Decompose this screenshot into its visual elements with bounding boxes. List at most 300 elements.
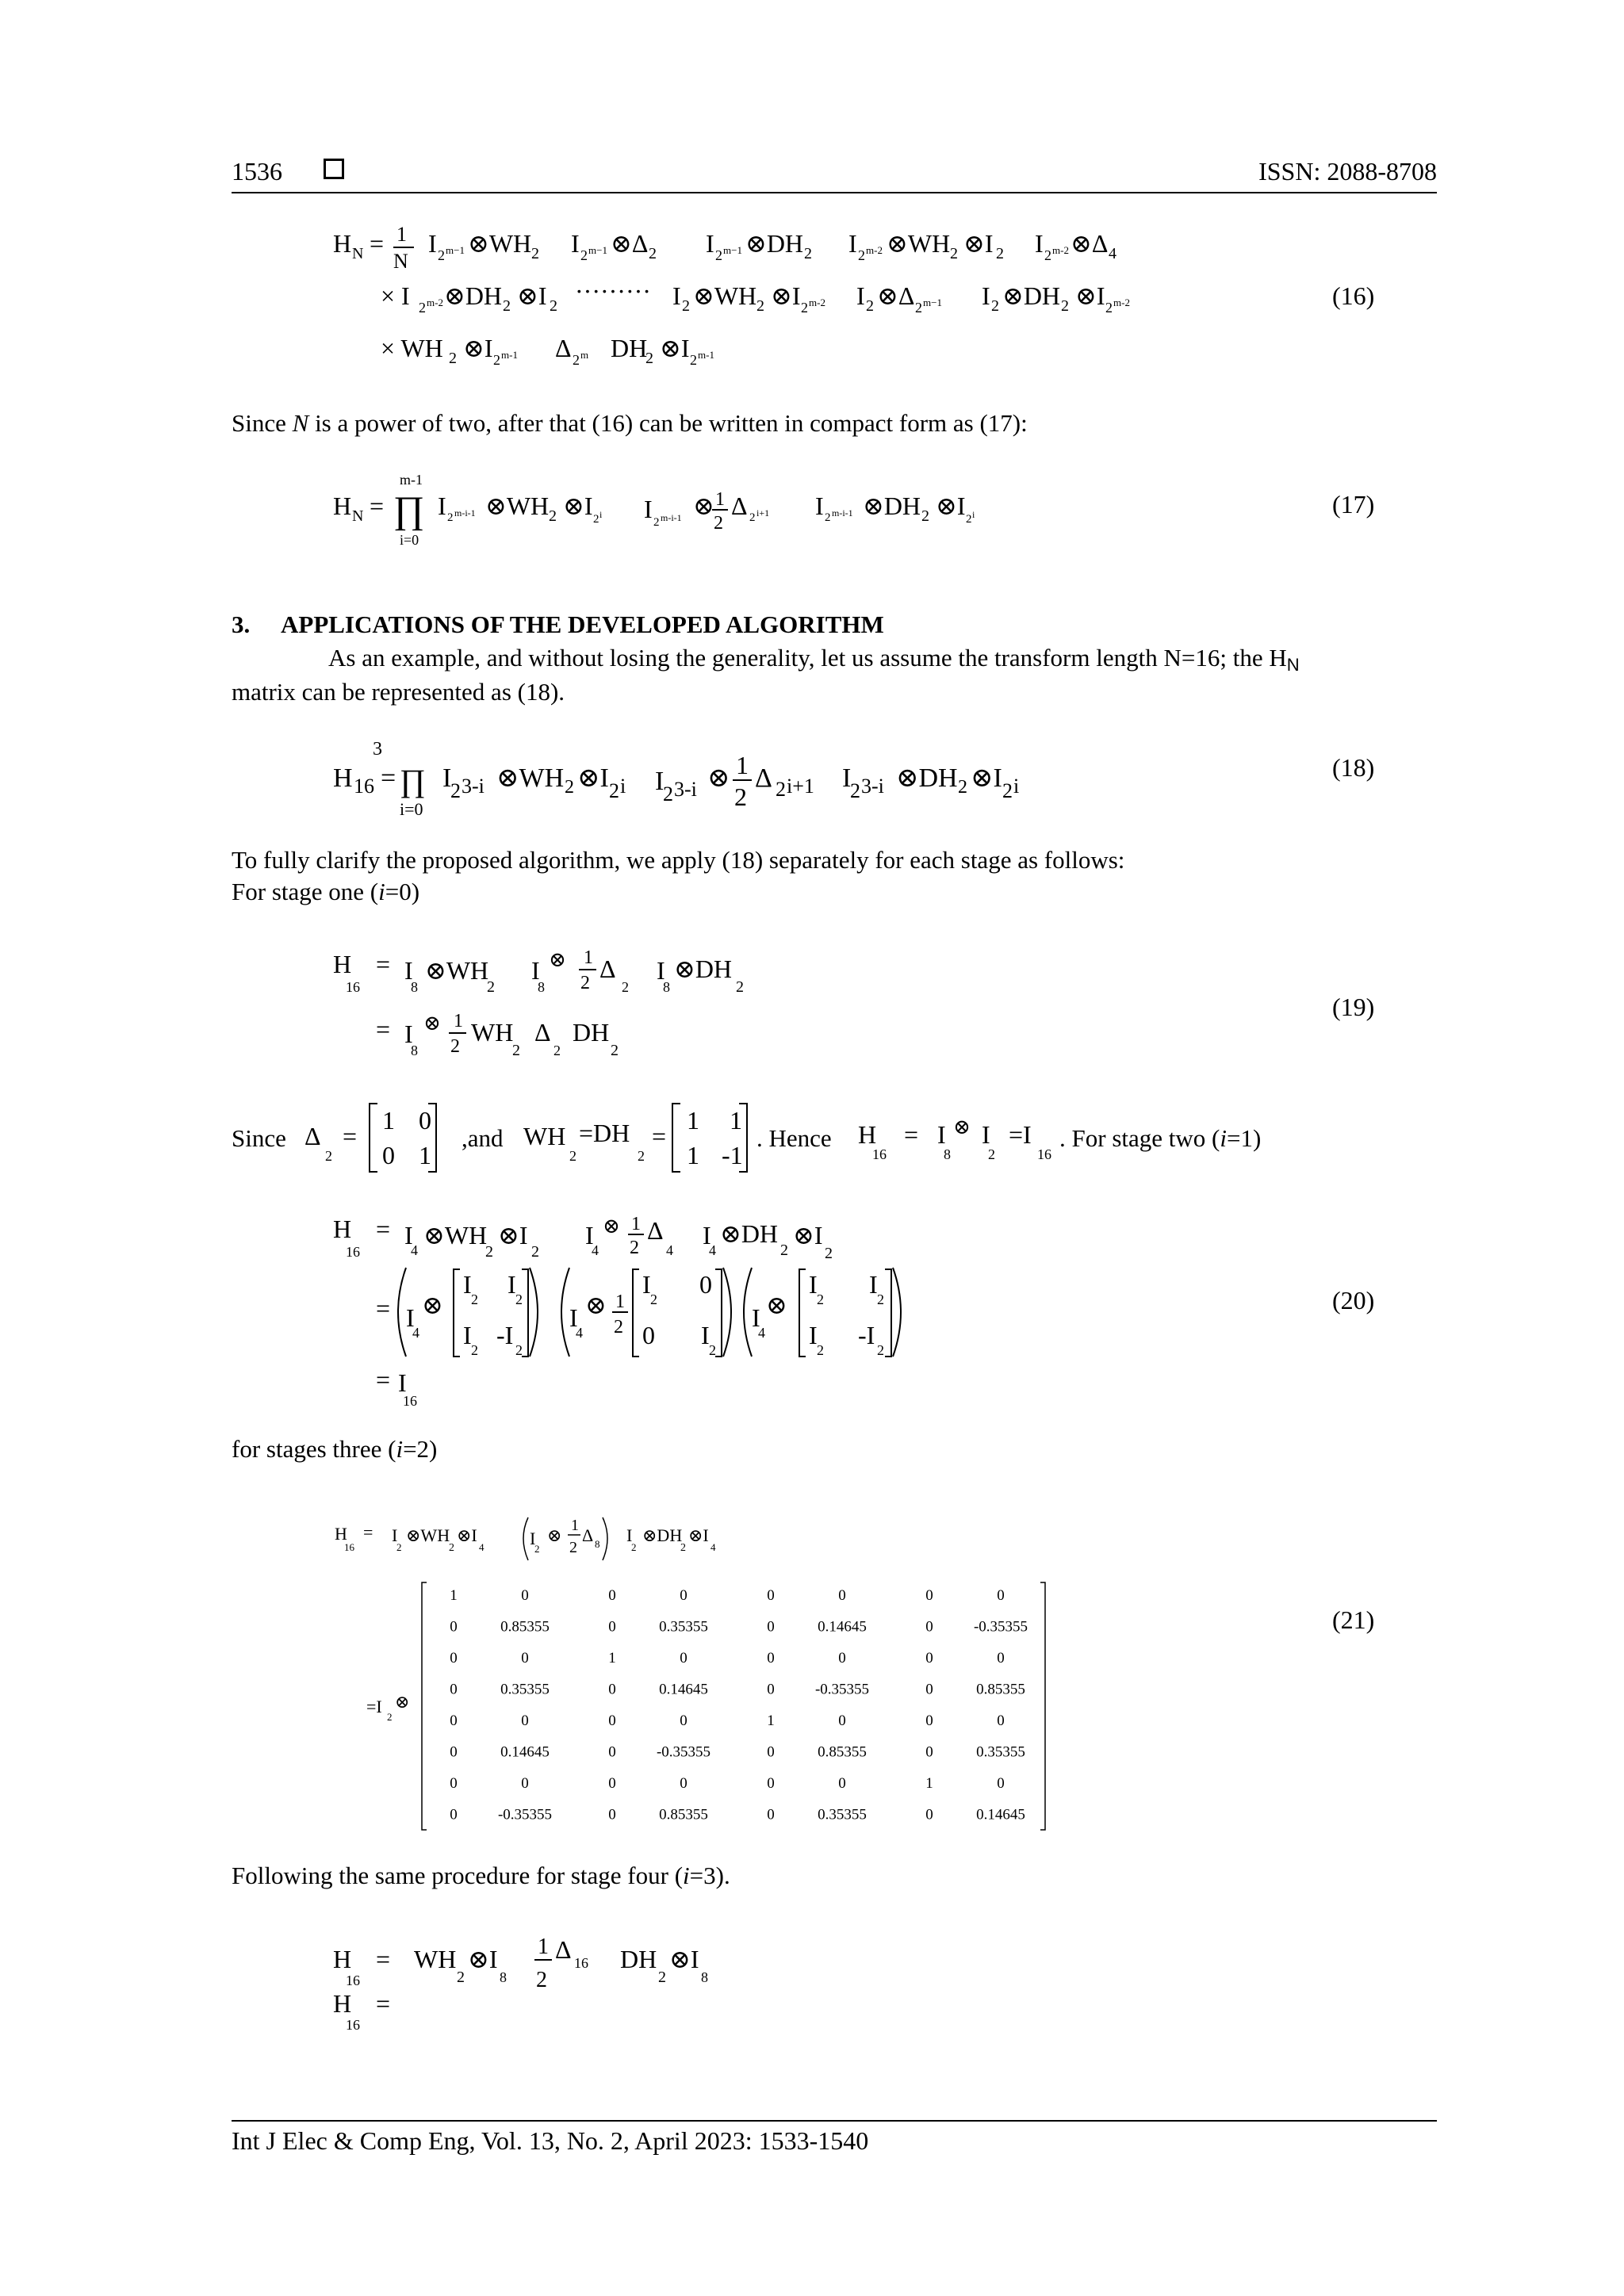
matrix-cell: 0 (838, 1587, 846, 1604)
svg-text:1: 1 (538, 1934, 549, 1959)
svg-text:H: H (333, 229, 352, 258)
matrix-cell: -0.35355 (656, 1743, 711, 1761)
svg-text:⊗: ⊗ (549, 948, 566, 971)
svg-text:⊗: ⊗ (953, 1115, 971, 1138)
svg-text:2: 2 (419, 300, 426, 316)
svg-text:2: 2 (449, 1542, 454, 1554)
svg-text:2: 2 (450, 1036, 460, 1057)
equation-number-19: (19) (1332, 993, 1375, 1021)
svg-text:I: I (848, 229, 857, 258)
svg-text:⊗I: ⊗I (771, 281, 801, 310)
svg-text:4: 4 (1109, 245, 1116, 262)
svg-text:=: = (343, 1122, 358, 1150)
svg-text:16: 16 (346, 1973, 360, 1988)
svg-text:⊗I: ⊗I (971, 763, 1002, 793)
svg-text:⊗: ⊗ (585, 1291, 607, 1319)
svg-text:m-2: m-2 (427, 297, 443, 308)
matrix-cell: 0 (608, 1775, 616, 1792)
svg-text:2: 2 (780, 1242, 788, 1259)
svg-text:⊗WH: ⊗WH (496, 763, 565, 793)
svg-text:I: I (982, 1120, 990, 1149)
matrix-cell: -0.35355 (814, 1681, 870, 1698)
matrix-cell: 0 (838, 1650, 846, 1667)
matrix-cell: 0 (450, 1681, 458, 1698)
svg-text:I: I (569, 1303, 578, 1332)
svg-text:I: I (701, 1321, 710, 1349)
matrix-cell: 0 (450, 1712, 458, 1729)
svg-text:⊗DH: ⊗DH (674, 955, 733, 983)
svg-text:⊗DH: ⊗DH (720, 1219, 779, 1248)
svg-text:2: 2 (858, 247, 865, 263)
svg-text:2: 2 (493, 352, 500, 368)
svg-text:8: 8 (663, 979, 670, 995)
svg-text:H: H (333, 1945, 352, 1973)
matrix-cell: 0 (925, 1743, 933, 1761)
equation-number-20: (20) (1332, 1286, 1375, 1314)
svg-text:I: I (626, 1525, 633, 1545)
svg-text:⊗I: ⊗I (577, 763, 609, 793)
svg-text:2: 2 (996, 245, 1004, 262)
svg-text:I: I (531, 956, 540, 985)
svg-text:16: 16 (574, 1955, 588, 1971)
svg-text:2: 2 (649, 245, 657, 262)
svg-text:2: 2 (680, 1542, 686, 1554)
svg-text:2: 2 (1105, 300, 1113, 316)
matrix-cell: 0.85355 (659, 1806, 708, 1823)
svg-text:2: 2 (653, 516, 660, 529)
svg-text:16: 16 (354, 775, 374, 798)
svg-text:I: I (438, 492, 446, 520)
svg-text:i: i (620, 775, 626, 798)
svg-text:⊗I: ⊗I (457, 1525, 477, 1545)
svg-text:Δ: Δ (755, 763, 772, 793)
svg-text:⊗: ⊗ (766, 1291, 787, 1319)
svg-text:i: i (972, 509, 975, 520)
matrix-cell: 0 (925, 1587, 933, 1604)
svg-text:N: N (393, 250, 408, 273)
svg-text:2: 2 (609, 779, 619, 802)
svg-text:⊗DH: ⊗DH (863, 492, 921, 520)
equation-stage-four (317, 1927, 872, 2045)
svg-text:I: I (508, 1270, 516, 1299)
matrix-21 (317, 1578, 1047, 1839)
matrix-cell: 0 (767, 1618, 775, 1636)
svg-text:2: 2 (1044, 247, 1051, 263)
svg-text:I: I (404, 1020, 413, 1048)
svg-text:1: 1 (382, 1106, 395, 1135)
svg-text:8: 8 (701, 1969, 708, 1985)
svg-text:⊗I: ⊗I (963, 229, 994, 258)
matrix-cell: 0 (925, 1650, 933, 1667)
matrix-cell: 0 (925, 1712, 933, 1729)
matrix-cell: 0 (521, 1650, 529, 1667)
svg-text:=: = (376, 950, 391, 978)
svg-text:Δ: Δ (304, 1122, 321, 1150)
matrix-cell: 0 (767, 1806, 775, 1823)
svg-text:H: H (333, 492, 352, 520)
svg-text:⊗: ⊗ (693, 492, 714, 520)
svg-text:⊗: ⊗ (603, 1215, 620, 1238)
matrix-cell: 0 (767, 1650, 775, 1667)
matrix-cell: 1 (767, 1712, 775, 1729)
svg-text:⊗I: ⊗I (463, 334, 493, 362)
svg-text:2: 2 (534, 1543, 540, 1555)
svg-text:2: 2 (663, 783, 673, 806)
svg-text:I: I (752, 1303, 760, 1332)
svg-text:⊗WH: ⊗WH (425, 956, 489, 985)
svg-text:I: I (392, 1525, 398, 1545)
equation-21-head (317, 1506, 793, 1570)
svg-text:8: 8 (411, 979, 418, 995)
matrix-cell: 0 (608, 1587, 616, 1604)
matrix-cell: 0 (608, 1618, 616, 1636)
svg-text:I: I (809, 1270, 818, 1299)
svg-text:4: 4 (412, 1325, 419, 1341)
svg-text:2: 2 (512, 1042, 520, 1059)
footer-rule (232, 2120, 1437, 2122)
svg-text:m-1: m-1 (501, 349, 518, 361)
matrix-cell: 0 (450, 1650, 458, 1667)
svg-text:3-i: 3-i (861, 775, 884, 798)
svg-text:m−1: m−1 (446, 244, 465, 256)
svg-text:2: 2 (569, 1539, 577, 1556)
svg-text:m-2: m-2 (1052, 244, 1069, 256)
svg-text:2: 2 (471, 1292, 478, 1307)
svg-text:Δ: Δ (582, 1525, 594, 1545)
matrix-cell: 0 (838, 1712, 846, 1729)
svg-text:2: 2 (682, 297, 690, 315)
svg-text:0: 0 (642, 1321, 655, 1349)
svg-text:m: m (580, 349, 589, 361)
svg-text:2: 2 (817, 1342, 824, 1358)
svg-text:⊗: ⊗ (423, 1012, 441, 1035)
matrix-cell: 0 (680, 1587, 688, 1604)
svg-text:I: I (672, 281, 681, 310)
svg-text:I: I (655, 767, 665, 796)
svg-text:=I: =I (1009, 1120, 1032, 1149)
svg-text:2: 2 (447, 511, 454, 524)
svg-text:m−1: m−1 (923, 297, 942, 308)
svg-text:3-i: 3-i (462, 775, 485, 798)
svg-text:⊗: ⊗ (422, 1291, 443, 1319)
svg-text:⊗WH: ⊗WH (468, 229, 532, 258)
svg-text:I: I (398, 1368, 407, 1397)
svg-text:1: 1 (687, 1141, 699, 1169)
svg-text:2: 2 (630, 1238, 639, 1258)
svg-text:2: 2 (817, 1292, 824, 1307)
svg-text:i+1: i+1 (787, 775, 814, 798)
matrix-cell: 0.35355 (818, 1806, 867, 1823)
svg-text:⊗I: ⊗I (468, 1945, 498, 1973)
svg-text:4: 4 (709, 1242, 716, 1258)
equation-20 (317, 1209, 1031, 1407)
hence-text: . Hence (756, 1124, 832, 1152)
svg-text:2: 2 (611, 1042, 619, 1059)
stage-one-label: For stage one (i=0) (232, 878, 420, 905)
wh-dh-equation (520, 1094, 758, 1181)
svg-text:1: 1 (715, 489, 725, 510)
matrix-cell: 0 (838, 1775, 846, 1792)
equation-16 (317, 214, 1189, 381)
svg-text:⊗: ⊗ (395, 1692, 410, 1712)
svg-text:Δ: Δ (534, 1018, 551, 1047)
svg-text:2: 2 (638, 1148, 645, 1164)
svg-text:16: 16 (346, 2017, 360, 2033)
svg-text:=: = (376, 1015, 391, 1043)
svg-text:∏: ∏ (400, 763, 426, 798)
journal-issn: ISSN: 2088-8708 (1258, 157, 1437, 186)
matrix-cell: 0 (450, 1618, 458, 1636)
svg-text:Δ: Δ (555, 334, 572, 362)
svg-text:WH: WH (471, 1018, 514, 1047)
matrix-cell: 0 (767, 1681, 775, 1698)
svg-text:2: 2 (749, 511, 756, 524)
svg-text:=DH: =DH (579, 1119, 630, 1147)
svg-text:⊗DH: ⊗DH (642, 1525, 683, 1545)
svg-text:2: 2 (614, 1317, 623, 1337)
svg-text:8: 8 (538, 979, 545, 995)
svg-text:3: 3 (373, 739, 382, 760)
svg-text:m-i-1: m-i-1 (832, 507, 853, 519)
svg-text:i: i (599, 509, 603, 520)
svg-text:m-2: m-2 (809, 297, 825, 308)
svg-text:0: 0 (699, 1270, 712, 1299)
svg-text:2: 2 (553, 1043, 561, 1058)
svg-text:× WH: × WH (381, 334, 443, 362)
svg-text:⊗I: ⊗I (936, 492, 966, 520)
equation-number-17: (17) (1332, 490, 1375, 519)
matrix-cell: 0 (925, 1806, 933, 1823)
paragraph-compact-form: Since N is a power of two, after that (16) can be written in compact form as (17): (232, 409, 1028, 437)
svg-text:1: 1 (396, 223, 407, 246)
svg-text:m-2: m-2 (866, 244, 883, 256)
svg-text:⊗I: ⊗I (688, 1525, 709, 1545)
svg-text:2: 2 (593, 513, 599, 526)
svg-text:DH: DH (611, 334, 648, 362)
svg-text:4: 4 (758, 1325, 765, 1341)
svg-text:2: 2 (650, 1292, 657, 1307)
matrix-cell: 1 (925, 1775, 933, 1792)
matrix-cell: 0.14645 (976, 1806, 1025, 1823)
svg-text:=: = (376, 1945, 391, 1973)
svg-text:4: 4 (479, 1541, 485, 1553)
svg-text:=: = (363, 1522, 373, 1542)
svg-text:4: 4 (710, 1541, 716, 1553)
svg-text:2: 2 (449, 350, 457, 367)
svg-text:2: 2 (825, 511, 831, 524)
svg-text:2: 2 (645, 350, 653, 367)
svg-text:2: 2 (877, 1292, 884, 1307)
matrix-cell: 0.14645 (659, 1681, 708, 1698)
svg-text:4: 4 (592, 1242, 599, 1258)
svg-text:m-1: m-1 (400, 472, 423, 488)
matrix-cell: 1 (450, 1587, 458, 1604)
svg-text:2: 2 (850, 779, 860, 802)
svg-text:=: = (376, 1989, 391, 2018)
svg-text:I: I (463, 1321, 472, 1349)
svg-text:I: I (703, 1221, 711, 1249)
svg-text:1: 1 (571, 1517, 579, 1534)
matrix-cell: -0.35355 (973, 1618, 1028, 1636)
matrix-cell: 0.35355 (976, 1743, 1025, 1761)
svg-text:⊗I: ⊗I (1075, 281, 1105, 310)
svg-text:⊗I: ⊗I (563, 492, 593, 520)
svg-text:i=0: i=0 (400, 532, 419, 548)
matrix-cell: 0 (608, 1712, 616, 1729)
svg-text:2: 2 (580, 973, 590, 993)
svg-text:m-i-1: m-i-1 (661, 512, 682, 523)
svg-text:2: 2 (1002, 779, 1013, 802)
svg-text:2: 2 (734, 783, 747, 811)
svg-text:2: 2 (988, 1146, 995, 1162)
hence-equation (855, 1110, 1085, 1165)
svg-text:=: = (652, 1122, 667, 1150)
svg-text:2: 2 (569, 1148, 576, 1164)
svg-text:H: H (335, 1524, 347, 1544)
svg-text:WH: WH (414, 1945, 457, 1973)
svg-text:2: 2 (438, 247, 445, 263)
svg-text:I: I (982, 281, 990, 310)
svg-text:× I: × I (381, 281, 410, 310)
matrix-cell: 0 (997, 1712, 1005, 1729)
svg-text:=: = (376, 1294, 391, 1322)
svg-text:1: 1 (454, 1011, 463, 1031)
svg-text:2: 2 (387, 1711, 393, 1723)
svg-text:0: 0 (419, 1106, 431, 1135)
svg-text:I: I (706, 229, 714, 258)
page-number: 1536 (232, 157, 282, 186)
svg-text:I: I (657, 956, 665, 985)
svg-text:4: 4 (666, 1242, 673, 1258)
svg-text:DH: DH (620, 1945, 657, 1973)
matrix-cell: 0 (608, 1806, 616, 1823)
svg-text:2: 2 (714, 513, 723, 534)
svg-text:16: 16 (872, 1146, 887, 1162)
svg-text:-1: -1 (722, 1141, 743, 1169)
svg-text:⊗DH: ⊗DH (896, 763, 958, 793)
svg-text:·········: ········· (575, 277, 651, 305)
matrix-cell: 0 (608, 1743, 616, 1761)
svg-text:I: I (842, 763, 852, 793)
svg-text:1: 1 (631, 1214, 641, 1234)
svg-text:2: 2 (622, 979, 629, 995)
svg-text:=: = (370, 492, 385, 520)
matrix-cell: 0.14645 (818, 1618, 867, 1636)
svg-text:m-1: m-1 (698, 349, 714, 361)
svg-text:-I: -I (858, 1321, 875, 1349)
svg-text:1: 1 (419, 1141, 431, 1169)
svg-text:I: I (937, 1120, 946, 1149)
svg-text:=I: =I (366, 1697, 382, 1716)
svg-text:2: 2 (709, 1342, 716, 1358)
square-bullet-icon (324, 159, 344, 179)
equation-19 (317, 939, 872, 1066)
matrix-cell: 0 (521, 1775, 529, 1792)
matrix-cell: 0 (767, 1587, 775, 1604)
and-text: ,and (462, 1124, 504, 1152)
svg-text:⊗DH: ⊗DH (745, 229, 804, 258)
svg-text:2: 2 (801, 300, 808, 316)
svg-text:H: H (333, 763, 353, 793)
svg-text:H: H (858, 1120, 877, 1149)
footer-citation: Int J Elec & Comp Eng, Vol. 13, No. 2, April 2023: 1533-1540 (232, 2126, 869, 2155)
svg-text:I: I (442, 763, 452, 793)
svg-text:H: H (333, 1989, 352, 2018)
svg-text:=: = (376, 1215, 391, 1243)
svg-text:2: 2 (631, 1541, 637, 1553)
svg-text:4: 4 (576, 1325, 583, 1341)
svg-text:16: 16 (346, 979, 360, 995)
svg-text:4: 4 (411, 1242, 418, 1258)
matrix-cell: 0.14645 (500, 1743, 550, 1761)
svg-text:2: 2 (866, 297, 874, 315)
svg-text:2: 2 (825, 1245, 833, 1262)
svg-text:I: I (428, 229, 437, 258)
svg-text:16: 16 (403, 1393, 417, 1407)
svg-text:2: 2 (715, 247, 722, 263)
equation-number-16: (16) (1332, 281, 1375, 310)
svg-text:H: H (333, 950, 352, 978)
svg-text:∏: ∏ (393, 489, 425, 531)
svg-text:⊗DH: ⊗DH (1002, 281, 1061, 310)
equation-number-21: (21) (1332, 1605, 1375, 1634)
matrix-cell: 0 (767, 1775, 775, 1792)
svg-text:=: = (381, 763, 396, 793)
matrix-cell: 0.85355 (976, 1681, 1025, 1698)
svg-text:H: H (333, 1215, 352, 1243)
svg-text:m-i-1: m-i-1 (454, 507, 476, 519)
svg-text:Δ: Δ (599, 955, 616, 983)
svg-text:2: 2 (1061, 297, 1069, 315)
svg-text:2: 2 (580, 247, 588, 263)
matrix-cell: 0 (997, 1650, 1005, 1667)
svg-text:=: = (370, 229, 385, 258)
svg-text:2: 2 (690, 352, 697, 368)
svg-text:WH: WH (523, 1122, 566, 1150)
stage-three-label: for stages three (i=2) (232, 1435, 438, 1463)
matrix-cell: 0 (997, 1587, 1005, 1604)
svg-text:2: 2 (515, 1342, 523, 1358)
matrix-cell: 1 (608, 1650, 616, 1667)
matrix-cell: 0.85355 (500, 1618, 550, 1636)
svg-text:-I: -I (496, 1321, 514, 1349)
svg-text:1: 1 (584, 947, 593, 968)
svg-text:I: I (1035, 229, 1044, 258)
svg-text:2: 2 (991, 297, 999, 315)
svg-text:8: 8 (411, 1043, 418, 1058)
svg-text:m-2: m-2 (1113, 297, 1130, 308)
svg-text:2: 2 (485, 1243, 493, 1261)
svg-text:2: 2 (515, 1292, 523, 1307)
svg-text:i=0: i=0 (400, 799, 423, 819)
svg-text:=: = (904, 1120, 919, 1149)
svg-text:N: N (352, 507, 364, 525)
svg-text:1: 1 (730, 1106, 742, 1135)
svg-text:8: 8 (595, 1538, 600, 1550)
svg-text:2: 2 (573, 352, 580, 368)
svg-text:i: i (1013, 775, 1020, 798)
svg-text:2: 2 (531, 1243, 539, 1261)
svg-text:2: 2 (565, 777, 574, 798)
since-text: Since (232, 1124, 286, 1152)
svg-text:2: 2 (921, 507, 929, 525)
stage-intro: To fully clarify the proposed algorithm, we apply (18) separately for each stage as follows: (232, 846, 1125, 874)
svg-text:2: 2 (804, 245, 812, 262)
matrix-cell: 0 (450, 1775, 458, 1792)
matrix-cell: 0 (450, 1743, 458, 1761)
svg-text:I: I (809, 1321, 818, 1349)
svg-text:2: 2 (966, 513, 972, 526)
